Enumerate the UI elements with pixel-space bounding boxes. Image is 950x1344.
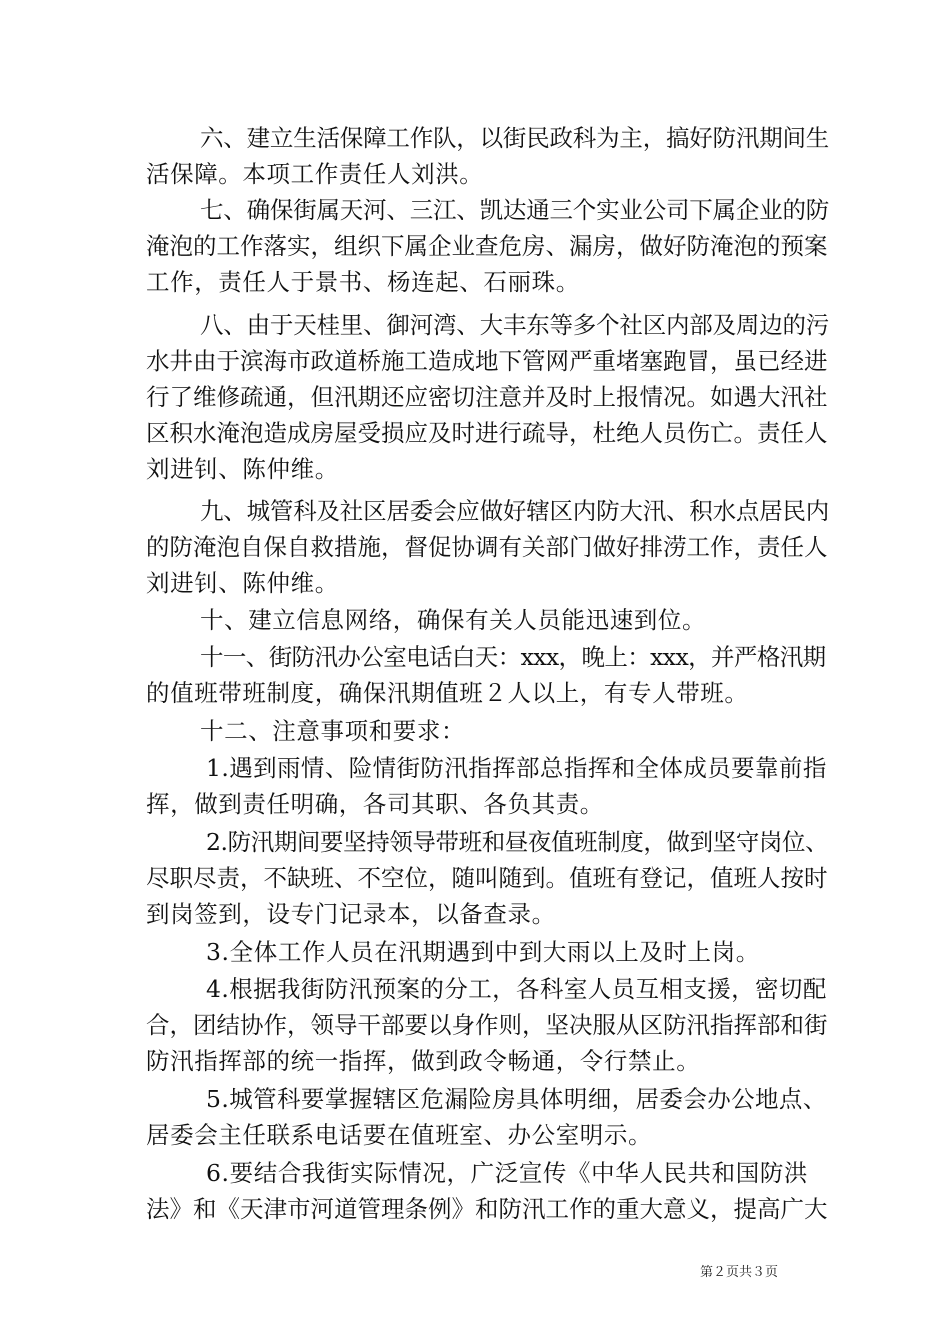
text-line: 的值班带班制度，确保汛期值班２人以上，有专人带班。 [146, 679, 749, 707]
text-line: 刘进钊、陈仲维。 [146, 455, 339, 483]
text-line: 区积水淹泡造成房屋受损应及时进行疏导，杜绝人员伤亡。责任人 [146, 419, 828, 447]
text-line: 水井由于滨海市政道桥施工造成地下管网严重堵塞跑冒，虽已经进 [146, 347, 828, 375]
text-line: 5.城管科要掌握辖区危漏险房具体明细，居委会办公地点、 [206, 1085, 827, 1113]
text-line: 4.根据我街防汛预案的分工，各科室人员互相支援，密切配 [206, 975, 827, 1003]
text-line: 淹泡的工作落实，组织下属企业查危房、漏房，做好防淹泡的预案 [146, 232, 828, 260]
text-line: 的防淹泡自保自救措施，督促协调有关部门做好排涝工作，责任人 [146, 533, 828, 561]
text-line: 法》和《天津市河道管理条例》和防汛工作的重大意义，提高广大 [146, 1195, 828, 1223]
text-line: 挥，做到责任明确，各司其职、各负其责。 [146, 790, 604, 818]
text-line: 六、建立生活保障工作队，以街民政科为主，搞好防汛期间生 [200, 124, 830, 152]
text-line: 十一、街防汛办公室电话白天：xxx，晚上：xxx，并严格汛期 [200, 643, 826, 671]
text-line: 十二、注意事项和要求： [200, 717, 466, 745]
text-line: 居委会主任联系电话要在值班室、办公室明示。 [146, 1121, 653, 1149]
text-line: 尽职尽责，不缺班、不空位，随叫随到。值班有登记，值班人按时 [146, 864, 828, 892]
text-line: 行了维修疏通，但汛期还应密切注意并及时上报情况。如遇大汛社 [146, 383, 828, 411]
text-line: 3.全体工作人员在汛期遇到中到大雨以上及时上岗。 [206, 938, 760, 966]
text-line: 1.遇到雨情、险情街防汛指挥部总指挥和全体成员要靠前指 [206, 754, 827, 782]
text-line: 九、城管科及社区居委会应做好辖区内防大汛、积水点居民内 [200, 497, 830, 525]
page-number-footer: 第２页共３页 [700, 1265, 779, 1280]
text-line: 防汛指挥部的统一指挥，做到政令畅通，令行禁止。 [146, 1047, 701, 1075]
text-line: 刘进钊、陈仲维。 [146, 569, 339, 597]
text-line: 2.防汛期间要坚持领导带班和昼夜值班制度，做到坚守岗位、 [206, 828, 829, 856]
text-line: 合，团结协作，领导干部要以身作则，坚决服从区防汛指挥部和街 [146, 1011, 828, 1039]
text-line: 6.要结合我街实际情况，广泛宣传《中华人民共和国防洪 [206, 1159, 809, 1187]
text-line: 八、由于天桂里、御河湾、大丰东等多个社区内部及周边的污 [200, 311, 830, 339]
text-line: 七、确保街属天河、三江、凯达通三个实业公司下属企业的防 [200, 196, 830, 224]
text-line: 工作，责任人于景书、杨连起、石丽珠。 [146, 268, 580, 296]
text-line: 活保障。本项工作责任人刘洪。 [146, 160, 484, 188]
text-line: 十、建立信息网络，确保有关人员能迅速到位。 [200, 606, 707, 634]
text-line: 到岗签到，设专门记录本，以备查录。 [146, 900, 556, 928]
